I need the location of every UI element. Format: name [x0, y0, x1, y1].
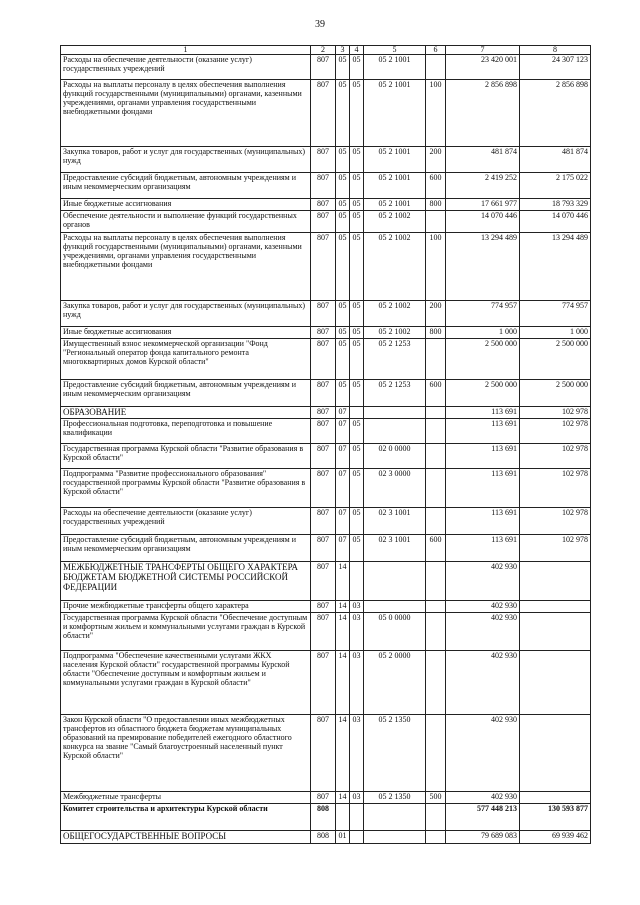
- table-row: [61, 419, 591, 444]
- ministry-code-cell: 807: [311, 380, 336, 407]
- row-name-cell: Подпрограмма "Обеспечение качественными услугами ЖКХ населения Курской области" государственной программы Курской области "Обеспечение доступным и комфортным жильем и коммунальными услугами граждан в Курской области": [61, 651, 311, 715]
- subsection-code-cell: [350, 804, 364, 831]
- amount-year-1-cell: 2 856 898: [446, 80, 520, 147]
- column-header: 1: [61, 46, 311, 55]
- section-code-cell: 05: [336, 339, 350, 380]
- section-code-cell: 01: [336, 831, 350, 844]
- subsection-code-cell: 03: [350, 651, 364, 715]
- amount-year-2-cell: 102 978: [520, 535, 591, 562]
- target-article-cell: 05 2 1253: [364, 339, 426, 380]
- target-article-cell: [364, 831, 426, 844]
- expense-type-cell: [426, 613, 446, 651]
- expense-type-cell: [426, 601, 446, 613]
- row-name-cell: ОБРАЗОВАНИЕ: [61, 407, 311, 419]
- ministry-code-cell: 807: [311, 715, 336, 792]
- amount-year-1-cell: 23 420 001: [446, 55, 520, 80]
- subsection-code-cell: 03: [350, 792, 364, 804]
- amount-year-2-cell: 24 307 123: [520, 55, 591, 80]
- expense-type-cell: [426, 562, 446, 601]
- column-header: 5: [364, 46, 426, 55]
- expense-type-cell: 800: [426, 199, 446, 211]
- subsection-code-cell: 05: [350, 80, 364, 147]
- expense-type-cell: [426, 831, 446, 844]
- amount-year-1-cell: 113 691: [446, 535, 520, 562]
- subsection-code-cell: 05: [350, 147, 364, 173]
- column-header: 2: [311, 46, 336, 55]
- row-name-cell: МЕЖБЮДЖЕТНЫЕ ТРАНСФЕРТЫ ОБЩЕГО ХАРАКТЕРА БЮДЖЕТАМ БЮДЖЕТНОЙ СИСТЕМЫ РОССИЙСКОЙ ФЕДЕРАЦИИ: [61, 562, 311, 601]
- expense-type-cell: 100: [426, 233, 446, 301]
- target-article-cell: 05 2 1002: [364, 301, 426, 327]
- amount-year-2-cell: 14 070 446: [520, 211, 591, 233]
- ministry-code-cell: 807: [311, 407, 336, 419]
- amount-year-2-cell: 2 500 000: [520, 380, 591, 407]
- subsection-code-cell: 05: [350, 380, 364, 407]
- ministry-code-cell: 807: [311, 327, 336, 339]
- row-name-cell: Государственная программа Курской области "Развитие образования в Курской области": [61, 444, 311, 469]
- subsection-code-cell: 05: [350, 535, 364, 562]
- ministry-code-cell: 808: [311, 831, 336, 844]
- ministry-code-cell: 807: [311, 444, 336, 469]
- target-article-cell: 05 2 1350: [364, 715, 426, 792]
- section-code-cell: 05: [336, 380, 350, 407]
- amount-year-2-cell: 1 000: [520, 327, 591, 339]
- amount-year-1-cell: 2 500 000: [446, 339, 520, 380]
- expense-type-cell: [426, 715, 446, 792]
- table-row: [61, 651, 591, 715]
- subsection-code-cell: [350, 407, 364, 419]
- table-row: [61, 233, 591, 301]
- table-row: [61, 715, 591, 792]
- ministry-code-cell: 807: [311, 651, 336, 715]
- subsection-code-cell: 05: [350, 199, 364, 211]
- table-row: [61, 199, 591, 211]
- expense-type-cell: 200: [426, 147, 446, 173]
- target-article-cell: 02 3 1001: [364, 508, 426, 535]
- amount-year-1-cell: 113 691: [446, 419, 520, 444]
- target-article-cell: 02 3 0000: [364, 469, 426, 508]
- expense-type-cell: [426, 508, 446, 535]
- table-row: [61, 147, 591, 173]
- section-code-cell: 07: [336, 535, 350, 562]
- row-name-cell: Предоставление субсидий бюджетным, автономным учреждениям и иным некоммерческим организациям: [61, 173, 311, 199]
- section-code-cell: 05: [336, 147, 350, 173]
- target-article-cell: 05 2 1001: [364, 55, 426, 80]
- row-name-cell: Расходы на обеспечение деятельности (оказание услуг) государственных учреждений: [61, 55, 311, 80]
- section-code-cell: 05: [336, 233, 350, 301]
- column-number-row: [61, 46, 591, 55]
- amount-year-2-cell: 2 175 022: [520, 173, 591, 199]
- amount-year-1-cell: 577 448 213: [446, 804, 520, 831]
- expense-type-cell: [426, 55, 446, 80]
- row-name-cell: Предоставление субсидий бюджетным, автономным учреждениям и иным некоммерческим организациям: [61, 380, 311, 407]
- expense-type-cell: [426, 211, 446, 233]
- row-name-cell: Предоставление субсидий бюджетным, автономным учреждениям и иным некоммерческим организациям: [61, 535, 311, 562]
- row-name-cell: Государственная программа Курской области "Обеспечение доступным и комфортным жильем и коммунальными услугами граждан в Курской области": [61, 613, 311, 651]
- row-name-cell: Закупка товаров, работ и услуг для государственных (муниципальных) нужд: [61, 147, 311, 173]
- expense-type-cell: 500: [426, 792, 446, 804]
- amount-year-1-cell: 14 070 446: [446, 211, 520, 233]
- amount-year-1-cell: 402 930: [446, 715, 520, 792]
- subsection-code-cell: 05: [350, 419, 364, 444]
- section-code-cell: 14: [336, 651, 350, 715]
- amount-year-1-cell: 402 930: [446, 601, 520, 613]
- ministry-code-cell: 807: [311, 562, 336, 601]
- table-row: [61, 469, 591, 508]
- table-row: [61, 508, 591, 535]
- target-article-cell: 05 2 1001: [364, 173, 426, 199]
- ministry-code-cell: 807: [311, 469, 336, 508]
- subsection-code-cell: 03: [350, 601, 364, 613]
- amount-year-1-cell: 481 874: [446, 147, 520, 173]
- target-article-cell: [364, 804, 426, 831]
- table-row: [61, 327, 591, 339]
- table-row: [61, 55, 591, 80]
- section-code-cell: 07: [336, 407, 350, 419]
- expense-type-cell: [426, 469, 446, 508]
- expense-type-cell: [426, 339, 446, 380]
- expense-type-cell: [426, 419, 446, 444]
- amount-year-1-cell: 113 691: [446, 508, 520, 535]
- row-name-cell: Межбюджетные трансферты: [61, 792, 311, 804]
- table-row: [61, 80, 591, 147]
- subsection-code-cell: 05: [350, 444, 364, 469]
- target-article-cell: 05 2 1001: [364, 199, 426, 211]
- ministry-code-cell: 807: [311, 792, 336, 804]
- row-name-cell: Расходы на выплаты персоналу в целях обеспечения выполнения функций государственными (муниципальными) органами, казенными учреждениями, органами управления государственными внебюджетными фондами: [61, 233, 311, 301]
- ministry-code-cell: 807: [311, 535, 336, 562]
- budget-table: [60, 45, 591, 844]
- section-code-cell: 05: [336, 173, 350, 199]
- amount-year-2-cell: [520, 562, 591, 601]
- subsection-code-cell: [350, 562, 364, 601]
- row-name-cell: Прочие межбюджетные трансферты общего характера: [61, 601, 311, 613]
- expense-type-cell: 100: [426, 80, 446, 147]
- table-row: [61, 535, 591, 562]
- table-body: [61, 55, 591, 844]
- table-row: [61, 380, 591, 407]
- row-name-cell: Подпрограмма "Развитие профессионального образования" государственной программы Курской области "Развитие образования в Курской области": [61, 469, 311, 508]
- target-article-cell: [364, 601, 426, 613]
- section-code-cell: 05: [336, 301, 350, 327]
- row-name-cell: Иные бюджетные ассигнования: [61, 199, 311, 211]
- ministry-code-cell: 807: [311, 508, 336, 535]
- target-article-cell: [364, 562, 426, 601]
- target-article-cell: 02 3 1001: [364, 535, 426, 562]
- section-code-cell: 05: [336, 199, 350, 211]
- subsection-code-cell: 05: [350, 508, 364, 535]
- target-article-cell: [364, 407, 426, 419]
- amount-year-1-cell: 17 661 977: [446, 199, 520, 211]
- amount-year-2-cell: 102 978: [520, 469, 591, 508]
- subsection-code-cell: 05: [350, 55, 364, 80]
- target-article-cell: [364, 419, 426, 444]
- amount-year-2-cell: 2 500 000: [520, 339, 591, 380]
- amount-year-1-cell: 113 691: [446, 444, 520, 469]
- ministry-code-cell: 807: [311, 55, 336, 80]
- section-code-cell: [336, 804, 350, 831]
- section-code-cell: 07: [336, 444, 350, 469]
- amount-year-2-cell: 774 957: [520, 301, 591, 327]
- expense-type-cell: 600: [426, 173, 446, 199]
- column-header: 7: [446, 46, 520, 55]
- subsection-code-cell: 05: [350, 469, 364, 508]
- ministry-code-cell: 807: [311, 419, 336, 444]
- column-header: 6: [426, 46, 446, 55]
- section-code-cell: 05: [336, 211, 350, 233]
- column-header: 3: [336, 46, 350, 55]
- ministry-code-cell: 807: [311, 211, 336, 233]
- table-row: [61, 173, 591, 199]
- amount-year-2-cell: 18 793 329: [520, 199, 591, 211]
- target-article-cell: 05 2 1001: [364, 80, 426, 147]
- row-name-cell: Обеспечение деятельности и выполнение функций государственных органов: [61, 211, 311, 233]
- amount-year-2-cell: 130 593 877: [520, 804, 591, 831]
- ministry-code-cell: 807: [311, 147, 336, 173]
- amount-year-2-cell: [520, 715, 591, 792]
- section-code-cell: 14: [336, 601, 350, 613]
- row-name-cell: Расходы на обеспечение деятельности (оказание услуг) государственных учреждений: [61, 508, 311, 535]
- page-number: 39: [315, 19, 325, 30]
- table-row: [61, 407, 591, 419]
- subsection-code-cell: 05: [350, 301, 364, 327]
- section-code-cell: 07: [336, 508, 350, 535]
- subsection-code-cell: 03: [350, 715, 364, 792]
- subsection-code-cell: 05: [350, 339, 364, 380]
- table-row: [61, 613, 591, 651]
- target-article-cell: 05 0 0000: [364, 613, 426, 651]
- table-row: [61, 339, 591, 380]
- amount-year-2-cell: 102 978: [520, 444, 591, 469]
- ministry-code-cell: 807: [311, 80, 336, 147]
- target-article-cell: 05 2 0000: [364, 651, 426, 715]
- amount-year-2-cell: [520, 613, 591, 651]
- expense-type-cell: 800: [426, 327, 446, 339]
- target-article-cell: 05 2 1350: [364, 792, 426, 804]
- amount-year-1-cell: 2 419 252: [446, 173, 520, 199]
- amount-year-1-cell: 402 930: [446, 651, 520, 715]
- expense-type-cell: [426, 407, 446, 419]
- amount-year-2-cell: 2 856 898: [520, 80, 591, 147]
- ministry-code-cell: 808: [311, 804, 336, 831]
- table-row: [61, 444, 591, 469]
- column-header: 8: [520, 46, 591, 55]
- amount-year-1-cell: 1 000: [446, 327, 520, 339]
- expense-type-cell: [426, 651, 446, 715]
- amount-year-2-cell: [520, 651, 591, 715]
- expense-type-cell: 200: [426, 301, 446, 327]
- section-code-cell: 05: [336, 80, 350, 147]
- amount-year-2-cell: 102 978: [520, 508, 591, 535]
- amount-year-2-cell: [520, 601, 591, 613]
- target-article-cell: 02 0 0000: [364, 444, 426, 469]
- row-name-cell: Расходы на выплаты персоналу в целях обеспечения выполнения функций государственными (муниципальными) органами, казенными учреждениями, органами управления государственными внебюджетными фондами: [61, 80, 311, 147]
- section-code-cell: 14: [336, 792, 350, 804]
- amount-year-1-cell: 13 294 489: [446, 233, 520, 301]
- column-header: 4: [350, 46, 364, 55]
- subsection-code-cell: 05: [350, 233, 364, 301]
- ministry-code-cell: 807: [311, 199, 336, 211]
- expense-type-cell: [426, 804, 446, 831]
- amount-year-1-cell: 402 930: [446, 792, 520, 804]
- target-article-cell: 05 2 1002: [364, 327, 426, 339]
- amount-year-1-cell: 402 930: [446, 613, 520, 651]
- table-row: [61, 831, 591, 844]
- section-code-cell: 14: [336, 715, 350, 792]
- row-name-cell: Профессиональная подготовка, переподготовка и повышение квалификации: [61, 419, 311, 444]
- amount-year-1-cell: 113 691: [446, 407, 520, 419]
- table-row: [61, 301, 591, 327]
- row-name-cell: Иные бюджетные ассигнования: [61, 327, 311, 339]
- amount-year-1-cell: 402 930: [446, 562, 520, 601]
- ministry-code-cell: 807: [311, 173, 336, 199]
- row-name-cell: Закон Курской области "О предоставлении иных межбюджетных трансфертов из областного бюджета бюджетам муниципальных образований на премирование победителей ежегодного областного конкурса на звание "Самый благоустроенный населенный пункт Курской области": [61, 715, 311, 792]
- amount-year-1-cell: 2 500 000: [446, 380, 520, 407]
- section-code-cell: 14: [336, 562, 350, 601]
- table-row: [61, 792, 591, 804]
- ministry-code-cell: 807: [311, 601, 336, 613]
- row-name-cell: ОБЩЕГОСУДАРСТВЕННЫЕ ВОПРОСЫ: [61, 831, 311, 844]
- amount-year-2-cell: 69 939 462: [520, 831, 591, 844]
- amount-year-2-cell: 102 978: [520, 419, 591, 444]
- expense-type-cell: 600: [426, 535, 446, 562]
- target-article-cell: 05 2 1253: [364, 380, 426, 407]
- amount-year-1-cell: 774 957: [446, 301, 520, 327]
- amount-year-1-cell: 113 691: [446, 469, 520, 508]
- amount-year-1-cell: 79 689 083: [446, 831, 520, 844]
- amount-year-2-cell: 481 874: [520, 147, 591, 173]
- target-article-cell: 05 2 1001: [364, 147, 426, 173]
- subsection-code-cell: 05: [350, 211, 364, 233]
- amount-year-2-cell: 102 978: [520, 407, 591, 419]
- expense-type-cell: 600: [426, 380, 446, 407]
- target-article-cell: 05 2 1002: [364, 233, 426, 301]
- table-row: [61, 601, 591, 613]
- ministry-code-cell: 807: [311, 339, 336, 380]
- ministry-code-cell: 807: [311, 233, 336, 301]
- row-name-cell: Комитет строительства и архитектуры Курской области: [61, 804, 311, 831]
- section-code-cell: 14: [336, 613, 350, 651]
- subsection-code-cell: 05: [350, 327, 364, 339]
- table-row: [61, 211, 591, 233]
- subsection-code-cell: 03: [350, 613, 364, 651]
- table-row: [61, 804, 591, 831]
- section-code-cell: 05: [336, 327, 350, 339]
- section-code-cell: 07: [336, 469, 350, 508]
- subsection-code-cell: 05: [350, 173, 364, 199]
- ministry-code-cell: 807: [311, 301, 336, 327]
- subsection-code-cell: [350, 831, 364, 844]
- row-name-cell: Закупка товаров, работ и услуг для государственных (муниципальных) нужд: [61, 301, 311, 327]
- ministry-code-cell: 807: [311, 613, 336, 651]
- section-code-cell: 07: [336, 419, 350, 444]
- section-code-cell: 05: [336, 55, 350, 80]
- target-article-cell: 05 2 1002: [364, 211, 426, 233]
- expense-type-cell: [426, 444, 446, 469]
- table-row: [61, 562, 591, 601]
- amount-year-2-cell: 13 294 489: [520, 233, 591, 301]
- amount-year-2-cell: [520, 792, 591, 804]
- row-name-cell: Имущественный взнос некоммерческой организации "Фонд "Региональный оператор фонда капитального ремонта многоквартирных домов Курской области": [61, 339, 311, 380]
